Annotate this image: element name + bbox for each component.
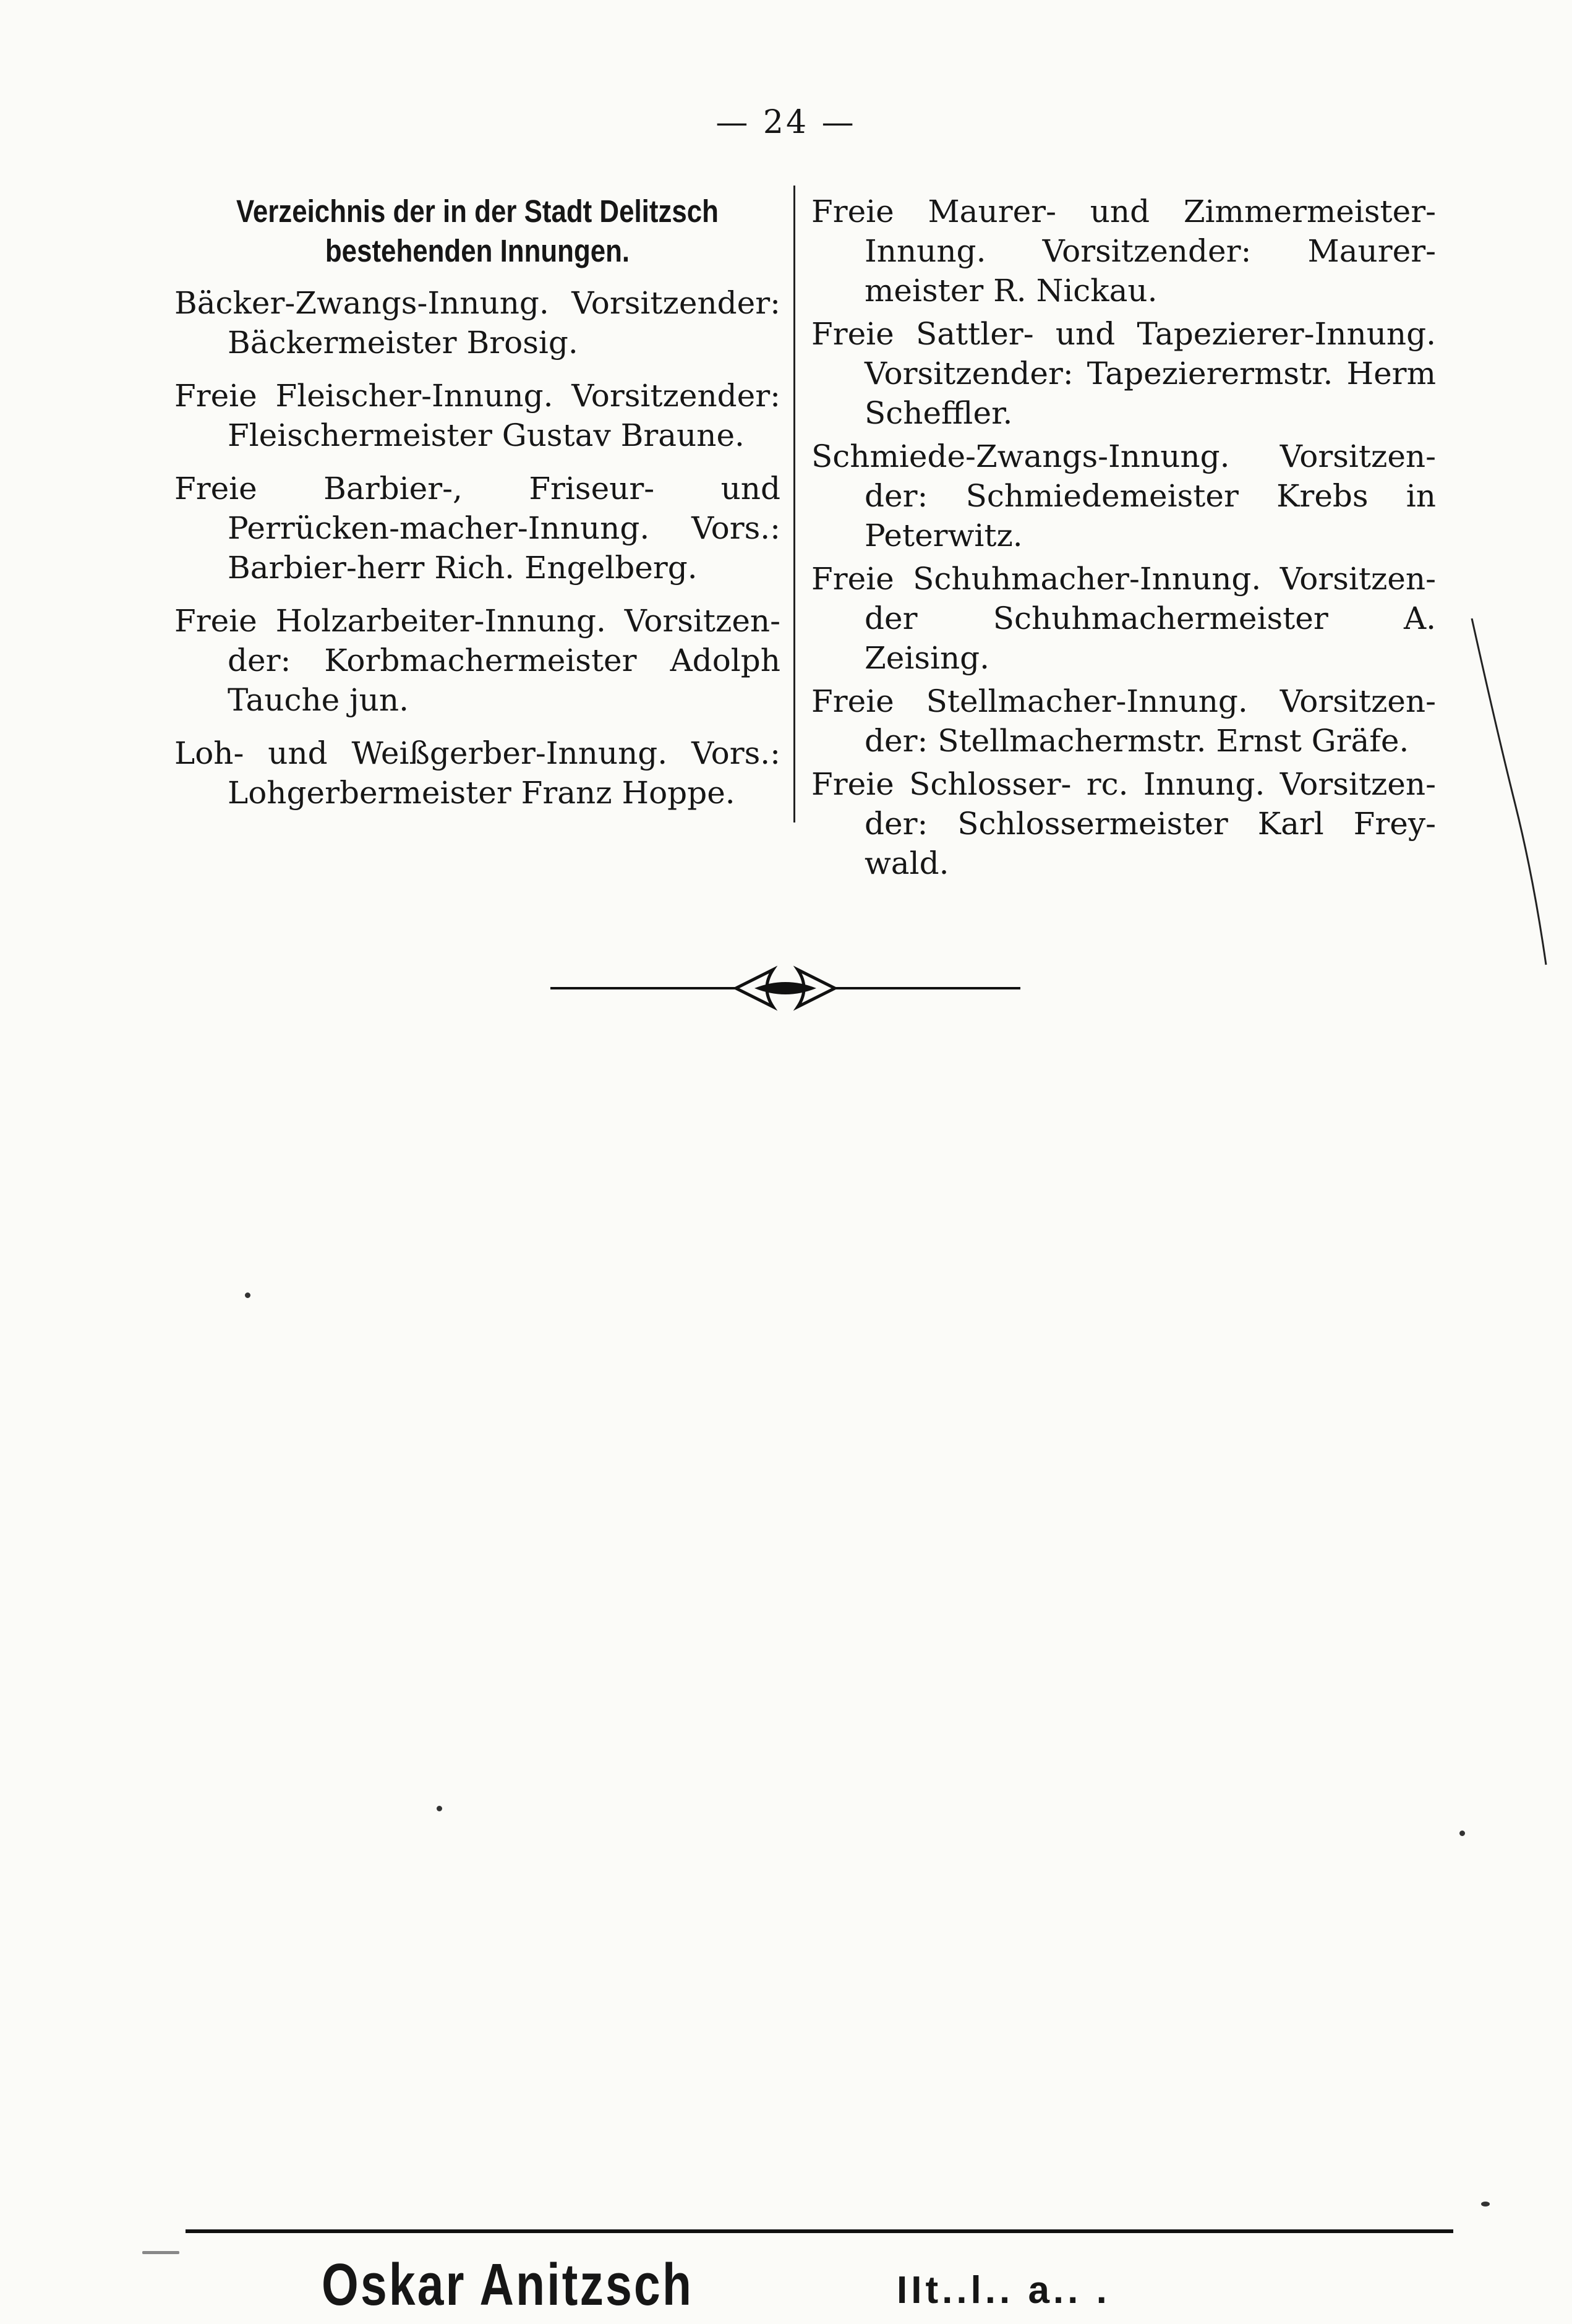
guild-entry: Freie Fleischer-Innung. Vorsitzender: Fleischermeister Gustav Braune. [174, 378, 780, 453]
margin-scratch [1459, 618, 1572, 989]
guild-entry: Freie Sattler- und Tapezierer-Innung. Vorsitzender: Tapezierermstr. Herm Scheffler. [811, 316, 1436, 431]
section-heading: Verzeichnis der in der Stadt Delitzsch bestehenden Innungen. [236, 194, 719, 268]
left-column [174, 192, 780, 826]
footer-rule [186, 2229, 1453, 2233]
guild-entry: Freie Stellmacher-Innung. Vorsitzen-der: Stellmachermstr. Ernst Gräfe. [811, 683, 1436, 759]
guild-entry: Bäcker-Zwangs-Innung. Vorsitzender: Bäckermeister Brosig. [174, 285, 780, 361]
print-speck [245, 1292, 250, 1298]
guild-entry: Freie Barbier-, Friseur- und Perrücken-macher-Innung. Vors.: Barbier-herr Rich. Engelberg. [174, 471, 780, 586]
column-divider [793, 186, 795, 822]
laurel-ornament-icon [550, 957, 1020, 1019]
print-speck [142, 2251, 179, 2254]
guild-entry: Freie Maurer- und Zimmermeister-Innung. Vorsitzender: Maurer-meister R. Nickau. [811, 194, 1436, 309]
print-speck [1481, 2202, 1490, 2207]
guild-entry: Freie Holzarbeiter-Innung. Vorsitzen-der: Korbmachermeister Adolph Tauche jun. [174, 603, 780, 718]
guild-entry: Freie Schlosser- rc. Innung. Vorsitzen-der: Schlossermeister Karl Frey-wald. [811, 766, 1436, 881]
guild-entry: Freie Schuhmacher-Innung. Vorsitzen-der Schuhmachermeister A. Zeising. [811, 561, 1436, 676]
right-column [811, 192, 1436, 887]
guild-entry: Loh- und Weißgerber-Innung. Vors.: Lohgerbermeister Franz Hoppe. [174, 735, 780, 811]
footer-advertisement-text: IIt..l.. a.. . [897, 2269, 1111, 2312]
print-speck [437, 1806, 442, 1811]
page-number: — 24 — [716, 104, 856, 141]
footer-advertisement-name: Oskar Anitzsch [322, 2252, 694, 2318]
print-speck [1459, 1831, 1465, 1836]
guild-entry: Schmiede-Zwangs-Innung. Vorsitzen-der: Schmiedemeister Krebs in Peterwitz. [811, 438, 1436, 553]
